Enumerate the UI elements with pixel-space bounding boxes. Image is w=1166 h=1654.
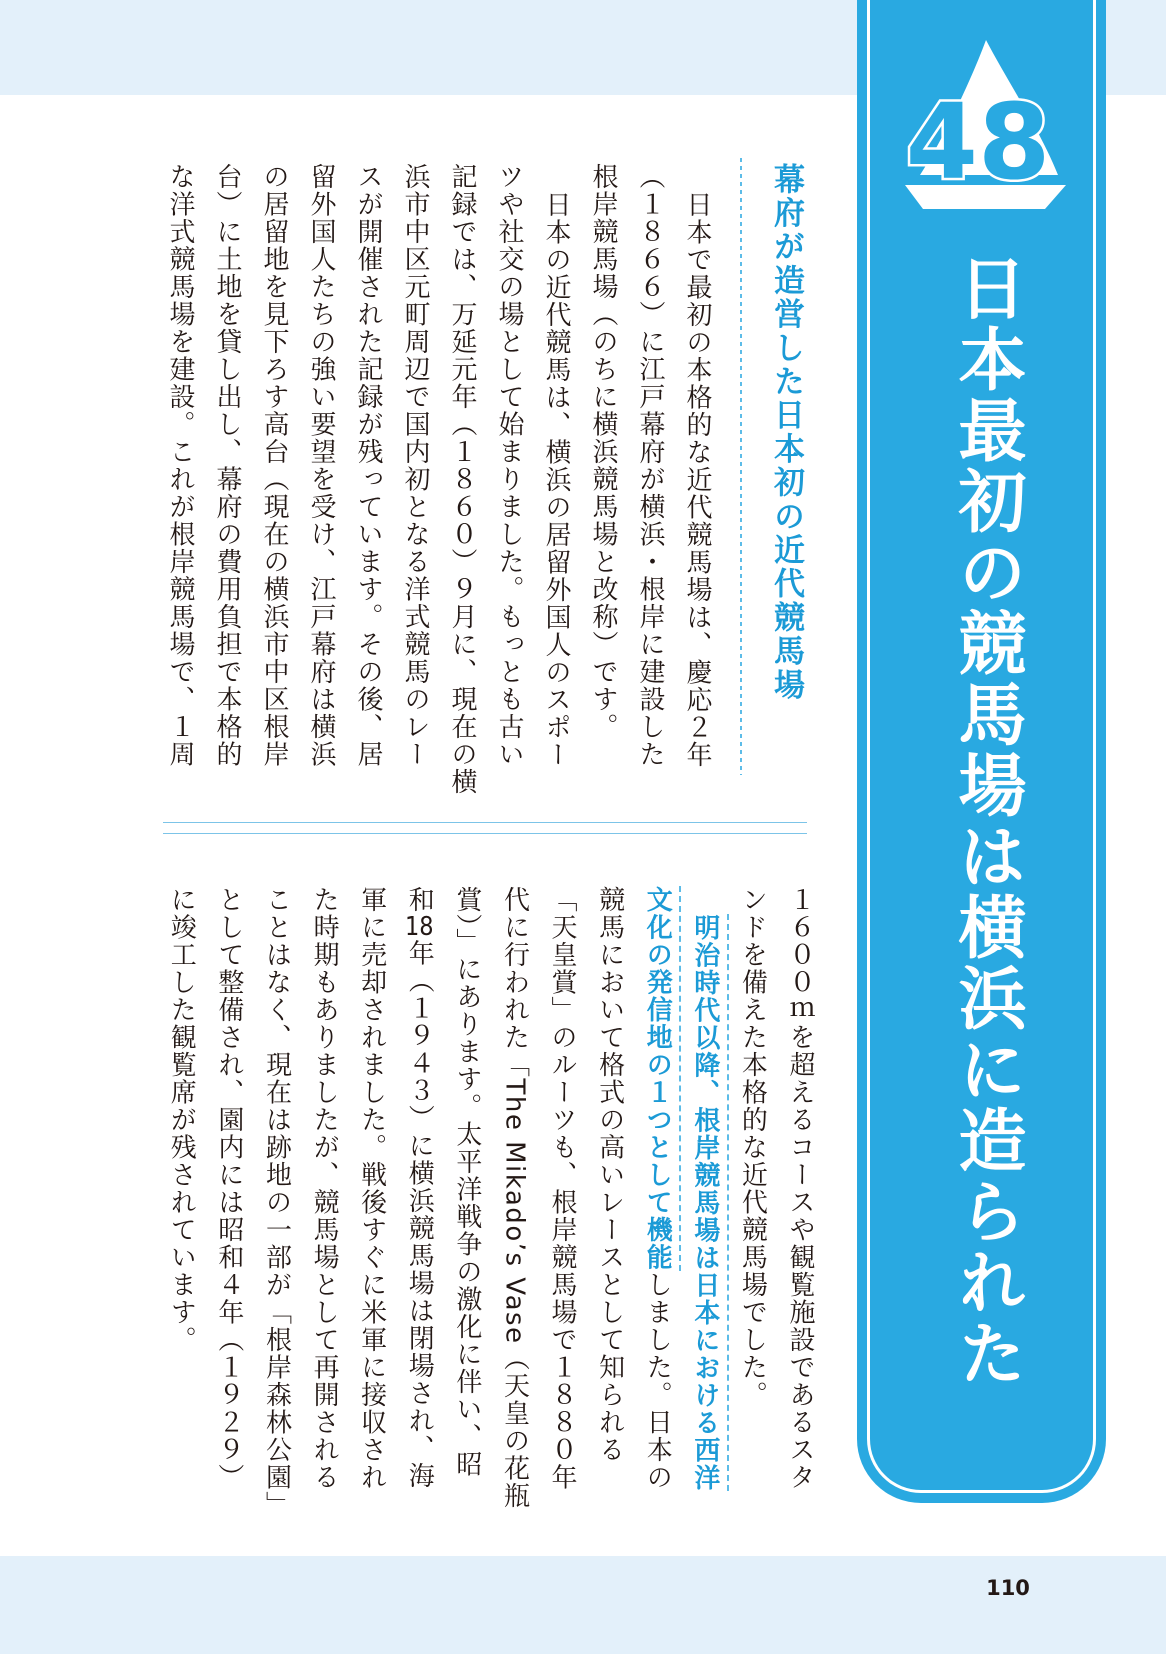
chapter-title: 日本最初の競馬場は横浜に造られた xyxy=(947,253,1026,1389)
body-column: として整備され、園内には昭和４年（１９２９） xyxy=(213,886,244,1491)
section-divider xyxy=(163,833,807,834)
body-column: 根岸競馬場（のちに横浜競馬場と改称）です。 xyxy=(588,163,618,741)
section2-body xyxy=(156,886,823,1546)
upright-number: 18 xyxy=(404,913,434,940)
body-column: 和18年（１９４３）に横浜競馬場は閉場され、海 xyxy=(404,886,435,1490)
highlight-column xyxy=(633,886,681,1546)
section1-body xyxy=(156,163,720,823)
highlight-column xyxy=(680,886,728,1546)
section-divider xyxy=(163,822,807,823)
body-column: 日本で最初の本格的な近代競馬場は、慶応２年 xyxy=(682,190,712,768)
body-column: 競馬において格式の高いレースとして知られる xyxy=(594,886,625,1464)
body-column: 記録では、万延元年（１８６０）９月に、現在の横 xyxy=(447,163,477,796)
body-text: しました。日本の xyxy=(642,1271,673,1491)
body-column: スが開催された記録が残っています。その後、居 xyxy=(353,163,383,768)
body-column: な洋式競馬場を建設。これが根岸競馬場で、１周 xyxy=(165,163,195,768)
heading-separator xyxy=(740,158,742,775)
body-column: ことはなく、現在は跡地の一部が「根岸森林公園」 xyxy=(261,886,292,1519)
body-column: に竣工した観覧席が残されています。 xyxy=(166,886,197,1354)
body-column: ンドを備えた本格的な近代競馬場でした。 xyxy=(737,886,768,1409)
body-column: 台）に土地を貸し出し、幕府の費用負担で本格的 xyxy=(212,163,242,768)
sailboat-icon xyxy=(880,30,1080,230)
bottom-band xyxy=(0,1556,1166,1654)
body-column: ツや社交の場として始まりました。もっとも古い xyxy=(494,163,524,768)
body-column: １６００ｍを超えるコースや観覧施設であるスタ xyxy=(785,886,815,1491)
body-column: た時期もありましたが、競馬場として再開される xyxy=(309,886,340,1491)
section-heading: 幕府が造営した日本初の近代競馬場 xyxy=(768,163,804,703)
page-number: 110 xyxy=(986,1576,1030,1600)
body-column: 賞）」にあります。太平洋戦争の激化に伴い、昭 xyxy=(451,886,482,1478)
highlight-text: 文化の発信地の１つとして機能 xyxy=(642,886,681,1271)
body-column: 代に行われた「The Mikado’s Vase（天皇の花瓶 xyxy=(499,886,530,1510)
body-column: 浜市中区元町周辺で国内初となる洋式競馬のレー xyxy=(400,163,430,768)
body-column: 「天皇賞」のルーツも、根岸競馬場で１８８０年 xyxy=(547,886,578,1491)
highlight-text: 明治時代以降、根岸競馬場は日本における西洋 xyxy=(690,914,729,1492)
chapter-number: 48 xyxy=(905,81,1051,203)
body-column: （１８６６）に江戸幕府が横浜・根岸に建設した xyxy=(635,163,665,768)
body-column: 日本の近代競馬は、横浜の居留外国人のスポー xyxy=(541,190,571,768)
body-column: 軍に売却されました。戦後すぐに米軍に接収され xyxy=(356,886,387,1491)
body-column: 留外国人たちの強い要望を受け、江戸幕府は横浜 xyxy=(306,163,336,768)
body-column: の居留地を見下ろす高台（現在の横浜市中区根岸 xyxy=(259,163,289,768)
